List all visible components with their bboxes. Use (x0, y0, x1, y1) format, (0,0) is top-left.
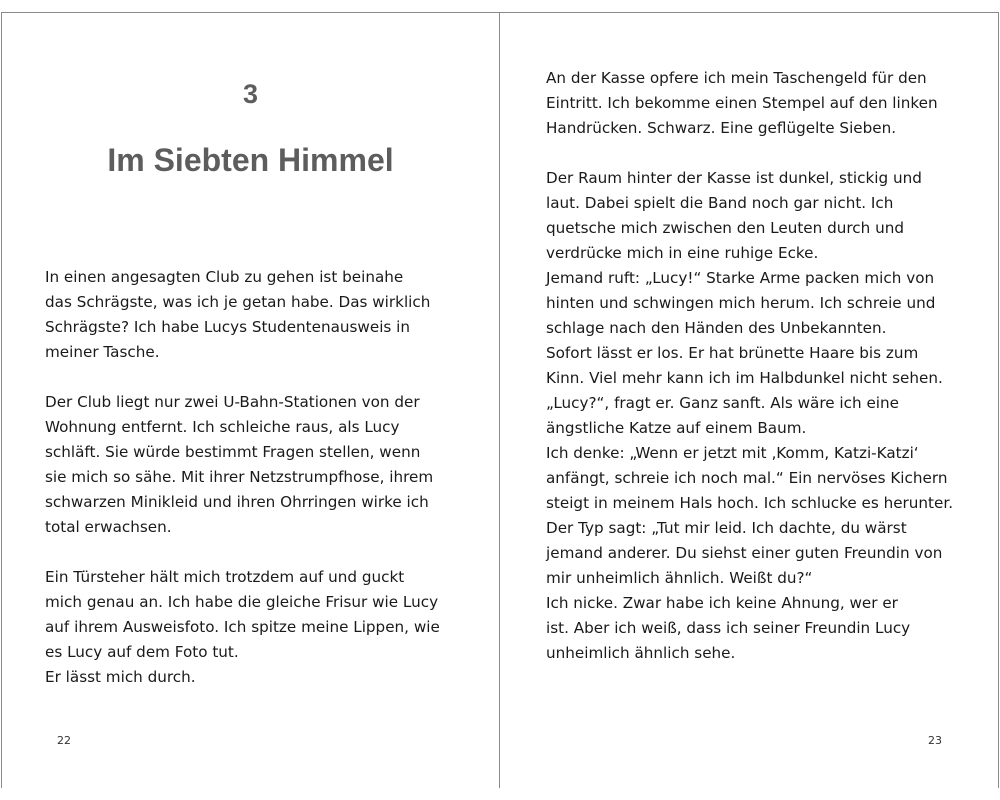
text-line: laut. Dabei spielt die Band noch gar nicht. Ich (546, 194, 894, 212)
text-line: anfängt, schreie ich noch mal.“ Ein nervöses Kichern (546, 469, 948, 487)
page-number-left: 22 (57, 734, 71, 747)
text-line: Jemand ruft: „Lucy!“ Starke Arme packen mich von (546, 269, 935, 287)
text-line: Eintritt. Ich bekomme einen Stempel auf den linken (546, 94, 938, 112)
page-number-right: 23 (928, 734, 942, 747)
text-line: meiner Tasche. (45, 343, 160, 361)
text-line: steigt in meinem Hals hoch. Ich schlucke es herunter. (546, 494, 954, 512)
text-line: auf ihrem Ausweisfoto. Ich spitze meine Lippen, wie (45, 618, 440, 636)
text-line: sie mich so sähe. Mit ihrer Netzstrumpfhose, ihrem (45, 468, 434, 486)
text-line: mich genau an. Ich habe die gleiche Frisur wie Lucy (45, 593, 439, 611)
text-line: Schrägste? Ich habe Lucys Studentenausweis in (45, 318, 411, 336)
text-line: Ich nicke. Zwar habe ich keine Ahnung, wer er (546, 594, 898, 612)
text-line: Der Club liegt nur zwei U-Bahn-Stationen von der (45, 393, 420, 411)
text-line: total erwachsen. (45, 518, 172, 536)
text-line: Er lässt mich durch. (45, 668, 196, 686)
text-line: Wohnung entfernt. Ich schleiche raus, als Lucy (45, 418, 400, 436)
text-line: Der Raum hinter der Kasse ist dunkel, stickig und (546, 169, 922, 187)
paragraph-gap (45, 365, 440, 390)
right-page (500, 12, 999, 788)
text-line: Handrücken. Schwarz. Eine geflügelte Sieben. (546, 119, 897, 137)
paragraph-gap (45, 540, 440, 565)
text-line: hinten und schwingen mich herum. Ich schreie und (546, 294, 936, 312)
text-line: schläft. Sie würde bestimmt Fragen stellen, wenn (45, 443, 421, 461)
left-page-body (45, 265, 440, 690)
text-line: verdrücke mich in eine ruhige Ecke. (546, 244, 819, 262)
text-line: Ein Türsteher hält mich trotzdem auf und guckt (45, 568, 405, 586)
text-line: es Lucy auf dem Foto tut. (45, 643, 239, 661)
text-line: das Schrägste, was ich je getan habe. Das wirklich (45, 293, 431, 311)
text-line: quetsche mich zwischen den Leuten durch und (546, 219, 904, 237)
left-page (1, 12, 500, 788)
text-line: In einen angesagten Club zu gehen ist beinahe (45, 268, 404, 286)
text-line: ist. Aber ich weiß, dass ich seiner Freundin Lucy (546, 619, 911, 637)
text-line: Sofort lässt er los. Er hat brünette Haare bis zum (546, 344, 919, 362)
text-line: Der Typ sagt: „Tut mir leid. Ich dachte, du wärst (546, 519, 907, 537)
right-page-body (546, 66, 953, 666)
text-line: jemand anderer. Du siehst einer guten Freundin von (546, 544, 943, 562)
text-line: An der Kasse opfere ich mein Taschengeld für den (546, 69, 927, 87)
text-line: mir unheimlich ähnlich. Weißt du?“ (546, 569, 813, 587)
chapter-title: Im Siebten Himmel (107, 142, 394, 178)
chapter-number: 3 (242, 79, 259, 109)
text-line: schwarzen Minikleid und ihren Ohrringen wirke ich (45, 493, 429, 511)
text-line: „Lucy?“, fragt er. Ganz sanft. Als wäre ich eine (546, 394, 899, 412)
text-line: unheimlich ähnlich sehe. (546, 644, 736, 662)
text-line: Kinn. Viel mehr kann ich im Halbdunkel nicht sehen. (546, 369, 943, 387)
text-line: ängstliche Katze auf einem Baum. (546, 419, 807, 437)
text-line: schlage nach den Händen des Unbekannten. (546, 319, 887, 337)
paragraph-gap (546, 141, 953, 166)
text-line: Ich denke: „Wenn er jetzt mit ‚Komm, Katzi-Katzi‘ (546, 444, 919, 462)
